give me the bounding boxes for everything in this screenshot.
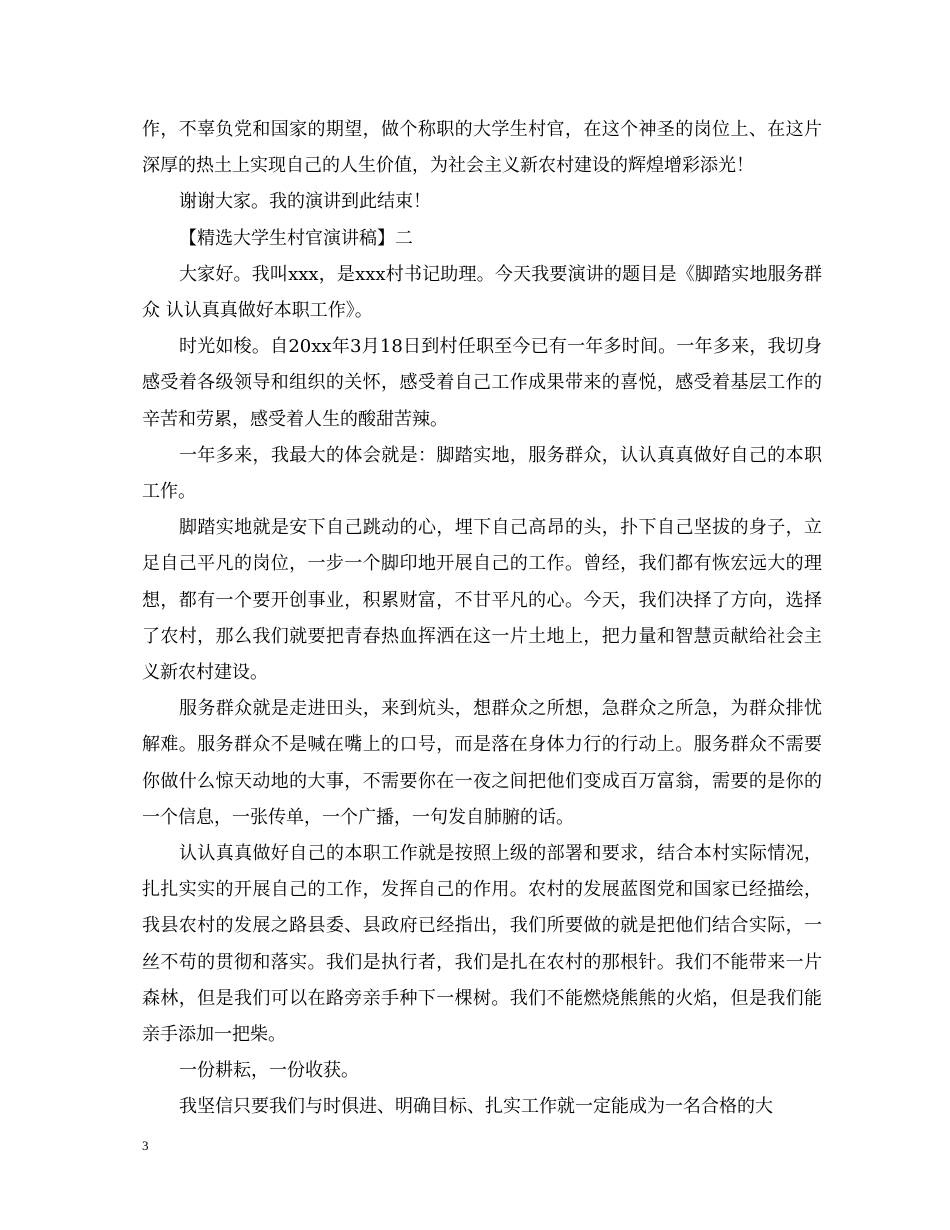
paragraph: 【精选大学生村官演讲稿】二 bbox=[179, 227, 413, 249]
paragraph: 作，不辜负党和国家的期望，做个称职的大学生村官，在这个神圣的岗位上、在这片深厚的热土上实现自己的人生价值，为社会主义新农村建设的辉煌增彩添光！ bbox=[142, 119, 822, 177]
document-body bbox=[142, 112, 822, 1126]
paragraph: 一年多来，我最大的体会就是：脚踏实地，服务群众，认认真真做好自己的本职工作。 bbox=[142, 444, 822, 503]
paragraph: 谢谢大家。我的演讲到此结束！ bbox=[179, 191, 431, 213]
paragraph: 一份耕耘，一份收获。 bbox=[179, 1060, 359, 1082]
paragraph: 我坚信只要我们与时俱进、明确目标、扎实工作就一定能成为一名合格的大 bbox=[179, 1096, 773, 1118]
paragraph: 大家好。我叫xxx，是xxx村书记助理。今天我要演讲的题目是《脚踏实地服务群众 认认真真做好本职工作》。 bbox=[142, 263, 822, 322]
paragraph: 脚踏实地就是安下自己跳动的心，埋下自己高昂的头，扑下自己坚拔的身子，立足自己平凡的岗位，一步一个脚印地开展自己的工作。曾经，我们都有恢宏远大的理想，都有一个要开创事业，积累财富，不甘平凡的心。今天，我们决择了方向，选择了农村，那么我们就要把青春热血挥洒在这一片土地上，把力量和智慧贡献给社会主义新农村建设。 bbox=[142, 517, 822, 684]
paragraph: 认认真真做好自己的本职工作就是按照上级的部署和要求，结合本村实际情况，扎扎实实的开展自己的工作，发挥自己的作用。农村的发展蓝图党和国家已经描绘，我县农村的发展之路县委、县政府已经指出，我们所要做的就是把他们结合实际，一丝不苟的贯彻和落实。我们是执行者，我们是扎在农村的那根针。我们不能带来一片森林，但是我们可以在路旁亲手种下一棵树。我们不能燃烧熊熊的火焰，但是我们能亲手添加一把柴。 bbox=[142, 843, 822, 1046]
paragraph: 服务群众就是走进田头，来到炕头，想群众之所想，急群众之所急，为群众排忧解难。服务群众不是喊在嘴上的口号，而是落在身体力行的行动上。服务群众不需要你做什么惊天动地的大事，不需要你在一夜之间把他们变成百万富翁，需要的是你的一个信息，一张传单，一个广播，一句发自肺腑的话。 bbox=[142, 698, 822, 828]
page-number: 3 bbox=[142, 1138, 149, 1153]
paragraph: 时光如梭。自20xx年3月18日到村任职至今已有一年多时间。一年多来，我切身感受着各级领导和组织的关怀，感受着自己工作成果带来的喜悦，感受着基层工作的辛苦和劳累，感受着人生的酸甜苦辣。 bbox=[142, 336, 822, 430]
